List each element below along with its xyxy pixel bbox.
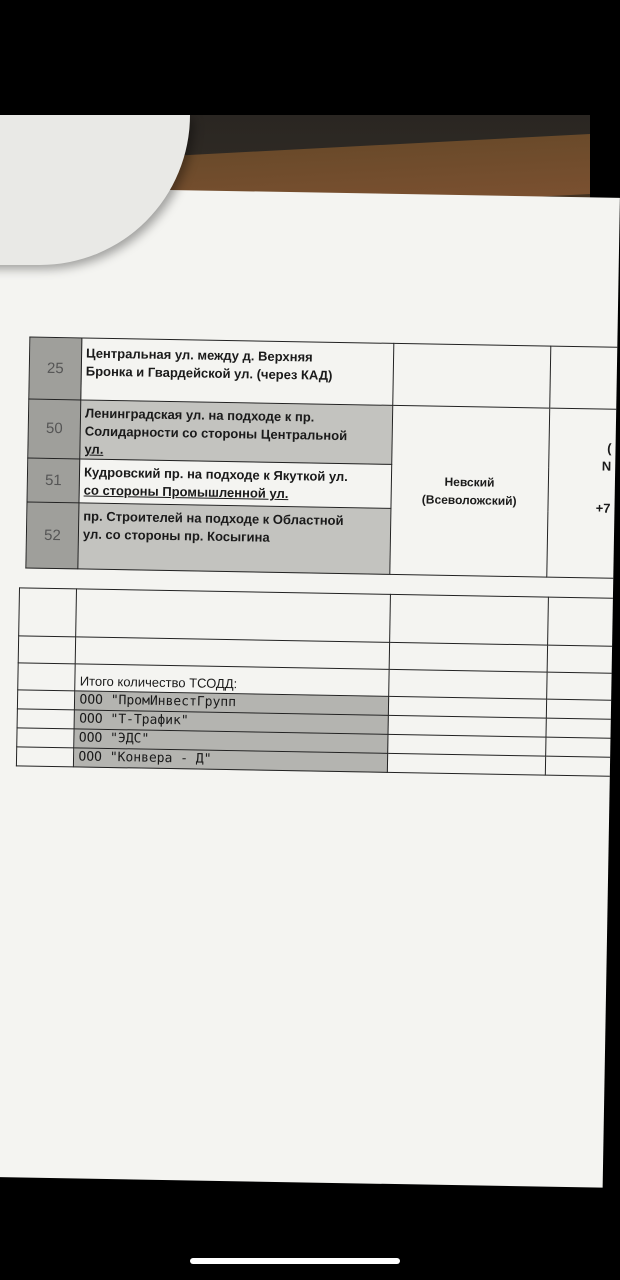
table-row <box>28 399 616 468</box>
photo-frame <box>0 115 612 1165</box>
company-name: ООО "ЭДС" <box>74 729 388 753</box>
summary-table <box>16 587 613 776</box>
empty-cell <box>547 645 612 673</box>
empty-cell <box>545 756 610 776</box>
row-number: 50 <box>28 399 81 459</box>
district-name: Невский <box>444 474 495 490</box>
roads-table <box>25 337 617 579</box>
desc-line: Ленинградская ул. на подходе к пр. <box>84 405 315 425</box>
desc-line: Кудровский пр. на подходе к Якуткой ул. <box>83 464 349 485</box>
empty-cell <box>387 753 545 775</box>
empty-cell <box>548 597 613 646</box>
empty-cell <box>17 728 75 748</box>
extra-cell <box>549 346 617 409</box>
desc-line: ул. со стороны пр. Косыгина <box>82 526 270 545</box>
empty-cell <box>18 636 76 664</box>
company-name: ООО "Конвера - Д" <box>74 748 388 772</box>
desc-line: Бронка и Гвардейской ул. (через КАД) <box>85 363 333 383</box>
cut-off-text: N <box>601 458 612 474</box>
empty-cell <box>16 747 74 767</box>
extra-cell <box>546 408 616 578</box>
table-row <box>29 337 617 409</box>
row-number: 51 <box>27 458 80 503</box>
row-number: 25 <box>29 337 82 400</box>
empty-cell <box>546 718 611 738</box>
district-cell-empty <box>392 343 550 408</box>
desc-line: пр. Строителей на подходе к Областной <box>83 508 344 529</box>
desc-line: со стороны Промышленной ул. <box>83 482 289 502</box>
home-indicator[interactable] <box>190 1258 400 1264</box>
company-name: ООО "Т-Трафик" <box>74 710 388 734</box>
empty-cell <box>390 594 549 645</box>
empty-cell <box>546 699 611 719</box>
empty-cell <box>389 669 547 699</box>
row-description <box>79 459 391 508</box>
cut-off-text: +7 <box>595 500 611 516</box>
desc-line: Центральная ул. между д. Верхняя <box>86 345 313 365</box>
empty-cell <box>389 642 547 672</box>
district-cell <box>389 405 549 577</box>
empty-cell <box>17 690 75 710</box>
desc-line: ул. <box>84 441 104 457</box>
desc-line: Солидарности со стороны Центральной <box>84 423 348 444</box>
row-number: 52 <box>26 502 79 569</box>
empty-cell <box>546 737 611 757</box>
empty-cell <box>19 588 77 637</box>
document-sheet <box>0 187 620 1188</box>
empty-cell <box>76 589 391 642</box>
cut-off-text: ( <box>607 440 612 456</box>
row-description <box>80 400 393 464</box>
empty-cell <box>18 663 76 691</box>
company-name: ООО "ПромИнвестГрупп <box>75 691 389 715</box>
row-description <box>78 503 391 574</box>
empty-cell <box>17 709 75 729</box>
empty-cell <box>547 672 612 700</box>
row-description <box>81 338 394 405</box>
total-label: Итого количество ТСОДД: <box>75 664 389 696</box>
district-region: (Всеволожский) <box>421 492 517 509</box>
